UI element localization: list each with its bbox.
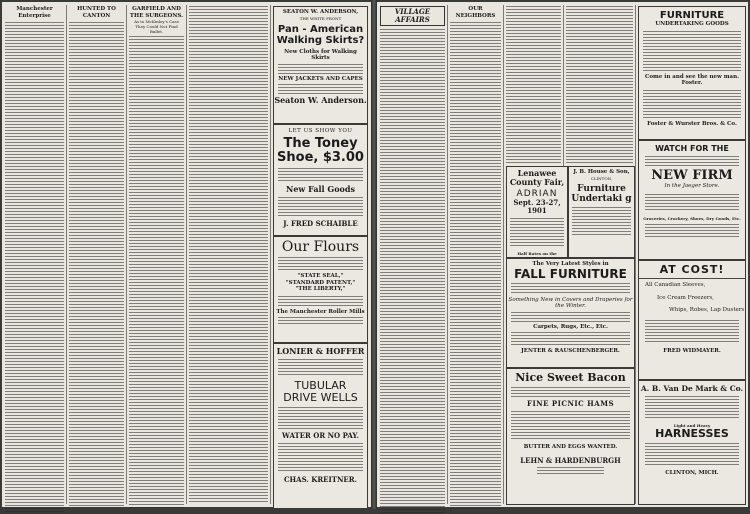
ad-signature: Seaton W. Anderson.: [274, 95, 367, 105]
ad-signature: The Manchester Roller Mills: [276, 308, 365, 315]
ad-slogan: WATER OR NO PAY.: [282, 431, 359, 440]
foster-furniture-ad: [638, 6, 746, 140]
article-heading: GARFIELD AND THE SURGEONS.: [129, 6, 184, 19]
article-text: [506, 6, 561, 164]
ad-lead: LET US SHOW YOU: [288, 128, 353, 134]
toney-shoe-ad: [273, 124, 368, 236]
article-text: [129, 36, 184, 508]
ad-signature: Foster & Wurster Bros. & Co.: [647, 120, 737, 127]
ad-text: [511, 283, 630, 295]
ad-headline: Furniture: [577, 183, 626, 194]
column-rule: [270, 5, 271, 504]
ad-text: [278, 317, 363, 325]
ad-headline: Undertaki g: [571, 193, 632, 204]
ad-lead: The Very Latest Styles in: [532, 261, 609, 267]
ad-city: CLINTON, MICH.: [665, 470, 719, 476]
ad-subhead: In the Jaeger Store.: [664, 183, 720, 189]
ad-text: [278, 197, 363, 217]
ad-subhead: New Cloths for Walking Skirts: [284, 48, 357, 61]
ad-text: [645, 443, 739, 467]
left-column-1: [5, 6, 64, 503]
ad-headline: The Toney Shoe, $3.00: [277, 135, 364, 165]
column-rule: [66, 5, 67, 504]
ad-text: [278, 359, 363, 377]
ad-subhead: NEW JACKETS AND CAPES: [278, 75, 363, 82]
ad-item: Ice Cream Freezers,: [657, 294, 714, 301]
ad-headline: TUBULAR: [294, 379, 347, 392]
ad-text: [511, 387, 630, 397]
ad-subhead: FINE PICNIC HAMS: [526, 399, 615, 408]
article-text: [69, 22, 124, 508]
ad-lead: WATCH FOR THE: [655, 144, 729, 153]
ad-text: [278, 296, 363, 306]
masthead: Manchester Enterprise: [16, 6, 53, 19]
ad-text: [645, 156, 739, 166]
county-fair-ad: [506, 166, 568, 258]
ad-headline: DRIVE WELLS: [283, 391, 358, 404]
ad-goods: Groceries, Crockery, Shoes, Dry Goods, Etc.: [643, 215, 741, 221]
ad-text: [511, 411, 630, 441]
bacon-ad: [506, 368, 635, 505]
ad-signature: LEHN & HARDENBURGH: [520, 455, 621, 465]
ad-subhead: UNDERTAKING GOODS: [655, 21, 729, 27]
ad-signature: CHAS. KREITNER.: [283, 475, 357, 484]
ad-headline: Nice Sweet Bacon: [515, 371, 626, 384]
our-neighbors-heading: OUR NEIGHBORS: [455, 6, 496, 19]
at-cost-ad: [638, 260, 746, 380]
article-text: [450, 22, 501, 510]
ad-text: [278, 257, 363, 271]
ad-note: Half Rates on the: [517, 251, 557, 256]
ad-text: [645, 320, 739, 342]
ad-text: [643, 31, 741, 71]
ad-headline: AT COST!: [659, 263, 725, 276]
article-heading: HUNTED TO CANTON: [77, 6, 116, 19]
ad-text: [278, 443, 363, 473]
ad-subhead: Light and Heavy: [673, 423, 711, 428]
ad-item: Carpets, Rugs, Etc., Etc.: [533, 323, 608, 330]
ad-text: [643, 90, 741, 118]
ad-headline: FALL FURNITURE: [514, 266, 627, 281]
article-subheading: As to McKinley's Case They Could Not Find Bullet.: [134, 19, 179, 34]
left-page: [2, 2, 371, 507]
article-text: [380, 29, 445, 514]
ad-text: [278, 168, 363, 182]
ad-text: [511, 332, 630, 346]
article-text: [189, 6, 268, 502]
right-column-3: [506, 6, 561, 164]
ad-merchant: SEATON W. ANDERSON,: [282, 9, 359, 15]
ad-subhead: New Fall Goods: [286, 183, 355, 194]
ad-text: [511, 312, 630, 322]
column-rule: [635, 5, 636, 504]
divider: [639, 278, 745, 279]
right-column-4: [566, 6, 633, 164]
ad-merchant: J. B. House & Son,: [573, 169, 630, 175]
ad-headline: Lenawee County Fair,: [509, 168, 565, 187]
left-ads-column: [273, 6, 368, 503]
ad-text: [645, 194, 739, 212]
ad-signature: J. FRED SCHAIBLE: [283, 218, 358, 228]
ad-headline: FURNITURE: [659, 10, 725, 21]
flour-brand: "STATE SEAL,": [297, 273, 344, 279]
column-rule: [503, 5, 504, 504]
ad-item: Whips, Robes, Lap Dusters: [669, 307, 745, 313]
ad-text: [278, 64, 363, 74]
left-column-2: [69, 6, 124, 503]
left-column-3: [129, 6, 184, 503]
column-rule: [126, 5, 127, 504]
column-rule: [447, 5, 448, 504]
ad-merchant: A. B. Van De Mark & Co.: [640, 384, 744, 393]
left-column-4: [189, 6, 268, 503]
ad-text: [645, 224, 739, 238]
flour-brand: "STANDARD PATENT,": [285, 279, 356, 286]
house-son-ad: [568, 166, 635, 258]
right-column-2: [450, 6, 501, 503]
harness-ad: [638, 380, 746, 505]
ad-signature: JENTER & RAUSCHENBERGER.: [521, 348, 620, 354]
flour-brand: "THE LIBERTY,": [295, 286, 346, 292]
ad-city: ADRIAN: [516, 189, 558, 199]
ad-signature: FRED WIDMAYER.: [663, 347, 721, 354]
ad-headline: HARNESSES: [655, 427, 729, 440]
ad-note: Come in and see the new man. Foster.: [644, 73, 739, 86]
ad-city: CLINTON,: [590, 175, 613, 181]
ad-headline: Pan - American Walking Skirts?: [276, 23, 365, 46]
ad-text: [537, 467, 604, 475]
ad-text: [572, 207, 631, 235]
fall-furniture-ad: [506, 258, 635, 368]
ad-text: [645, 396, 739, 420]
drive-wells-ad: [273, 343, 368, 509]
article-text: [566, 6, 633, 164]
ad-text: [278, 84, 363, 94]
ad-item: Something New in Covers and Draperies for the Winter.: [508, 296, 633, 309]
column-rule: [186, 5, 187, 504]
village-affairs-heading: VILLAGE AFFAIRS: [380, 6, 445, 26]
seaton-anderson-ad: [273, 6, 368, 124]
ad-tagline: THE WHITE FRONT: [299, 15, 342, 21]
ad-headline: Our Flours: [281, 239, 360, 255]
ad-merchant: LONIER & HOFFER: [276, 346, 365, 356]
ad-dates: Sept. 23-27, 1901: [513, 198, 561, 215]
ad-headline: NEW FIRM: [651, 168, 733, 183]
article-text: [5, 22, 64, 512]
new-firm-ad: [638, 140, 746, 260]
ad-text: [510, 218, 564, 248]
right-column-1: [380, 6, 445, 503]
right-page: [377, 2, 748, 507]
ad-note: BUTTER AND EGGS WANTED.: [523, 444, 618, 450]
ad-item: All Canadian Sleeves,: [645, 282, 706, 288]
flours-ad: [273, 236, 368, 343]
ad-text: [278, 407, 363, 429]
